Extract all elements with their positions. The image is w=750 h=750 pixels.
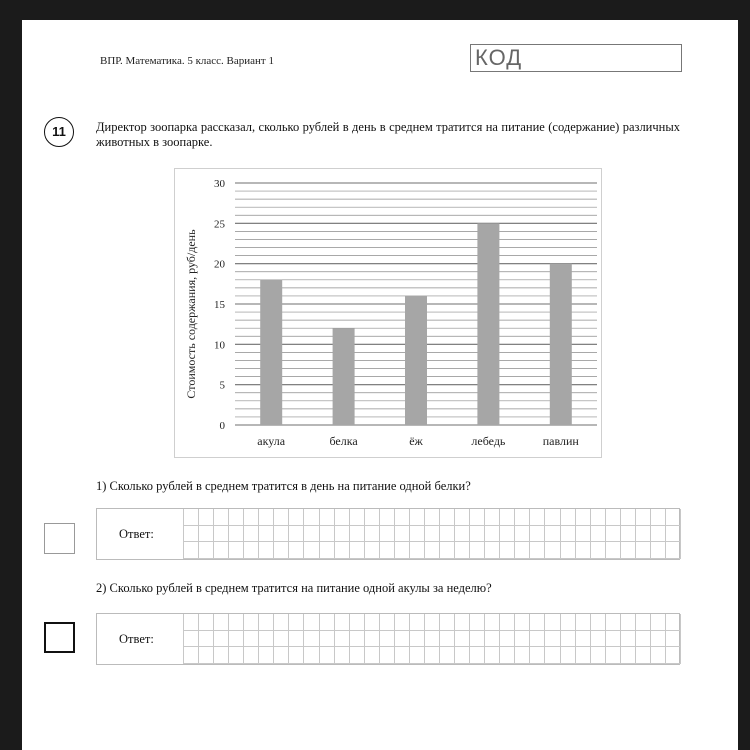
answer-cell[interactable] bbox=[470, 542, 485, 559]
answer-cell[interactable] bbox=[365, 647, 380, 664]
answer-cell[interactable] bbox=[440, 631, 455, 648]
answer-cell[interactable] bbox=[350, 509, 365, 526]
answer-cell[interactable] bbox=[561, 542, 576, 559]
answer-cell[interactable] bbox=[410, 647, 425, 664]
answer-cell[interactable] bbox=[485, 614, 500, 631]
answer-cell[interactable] bbox=[651, 526, 666, 543]
answer-cell[interactable] bbox=[561, 509, 576, 526]
y-tick-label: 30 bbox=[214, 178, 225, 190]
answer-cell[interactable] bbox=[320, 509, 335, 526]
answer-cell[interactable] bbox=[485, 526, 500, 543]
answer-cell[interactable] bbox=[636, 631, 651, 648]
answer-cell[interactable] bbox=[530, 631, 545, 648]
y-axis-label: Стоимость содержания, руб/день bbox=[184, 229, 198, 399]
answer-cell[interactable] bbox=[666, 631, 681, 648]
answer-cell[interactable] bbox=[214, 631, 229, 648]
answer-cell[interactable] bbox=[320, 647, 335, 664]
answer-cell[interactable] bbox=[440, 542, 455, 559]
answer-cell[interactable] bbox=[304, 509, 319, 526]
answer-cell[interactable] bbox=[410, 542, 425, 559]
bar-лебедь bbox=[477, 223, 499, 425]
answer-cell[interactable] bbox=[365, 509, 380, 526]
answer-cell[interactable] bbox=[545, 526, 560, 543]
answer-cell[interactable] bbox=[274, 647, 289, 664]
answer-cell[interactable] bbox=[320, 614, 335, 631]
answer-cell[interactable] bbox=[229, 526, 244, 543]
answer-cell[interactable] bbox=[621, 614, 636, 631]
answer-cell[interactable] bbox=[425, 614, 440, 631]
answer-cell[interactable] bbox=[636, 509, 651, 526]
chart-x-ticks bbox=[257, 434, 579, 448]
answer-cell[interactable] bbox=[576, 509, 591, 526]
answer-cell[interactable] bbox=[214, 542, 229, 559]
answer-cell[interactable] bbox=[636, 526, 651, 543]
answer-cell[interactable] bbox=[606, 526, 621, 543]
answer-cell[interactable] bbox=[530, 614, 545, 631]
answer-cell[interactable] bbox=[530, 647, 545, 664]
answer-cell[interactable] bbox=[380, 614, 395, 631]
answer-cell[interactable] bbox=[425, 631, 440, 648]
answer-cell[interactable] bbox=[304, 542, 319, 559]
answer-cell[interactable] bbox=[199, 631, 214, 648]
y-tick-label: 5 bbox=[219, 379, 225, 392]
answer-cell[interactable] bbox=[651, 631, 666, 648]
answer-cell[interactable] bbox=[380, 526, 395, 543]
answer-cell[interactable] bbox=[274, 509, 289, 526]
answer-cell[interactable] bbox=[259, 542, 274, 559]
answer-cell[interactable] bbox=[244, 647, 259, 664]
answer-cell[interactable] bbox=[335, 526, 350, 543]
answer-cell[interactable] bbox=[259, 526, 274, 543]
answer-cell[interactable] bbox=[410, 631, 425, 648]
answer-cell[interactable] bbox=[184, 631, 199, 648]
answer-cell[interactable] bbox=[395, 509, 410, 526]
answer-cell[interactable] bbox=[395, 614, 410, 631]
answer-cell[interactable] bbox=[335, 509, 350, 526]
bar-белка bbox=[333, 328, 355, 425]
answer-cell[interactable] bbox=[666, 526, 681, 543]
answer-cell[interactable] bbox=[576, 526, 591, 543]
answer-cell[interactable] bbox=[636, 542, 651, 559]
answer-cell[interactable] bbox=[365, 631, 380, 648]
answer-cell[interactable] bbox=[485, 647, 500, 664]
y-tick-label: 0 bbox=[219, 420, 225, 432]
answer-cell[interactable] bbox=[289, 647, 304, 664]
answer-cell[interactable] bbox=[440, 614, 455, 631]
answer-cell[interactable] bbox=[666, 509, 681, 526]
answer-cell[interactable] bbox=[320, 542, 335, 559]
answer-cell[interactable] bbox=[591, 631, 606, 648]
answer-cell[interactable] bbox=[320, 526, 335, 543]
answer-cell[interactable] bbox=[606, 647, 621, 664]
bar-ёж bbox=[405, 296, 427, 425]
answer-cell[interactable] bbox=[184, 526, 199, 543]
question-2: 2) Сколько рублей в среднем тратится на питание одной акулы за неделю? bbox=[96, 581, 492, 595]
answer-cell[interactable] bbox=[545, 509, 560, 526]
answer-cell[interactable] bbox=[304, 526, 319, 543]
answer-cell[interactable] bbox=[591, 526, 606, 543]
answer-cell[interactable] bbox=[606, 614, 621, 631]
answer-cell[interactable] bbox=[274, 614, 289, 631]
answer-cell[interactable] bbox=[244, 614, 259, 631]
answer-cell[interactable] bbox=[380, 631, 395, 648]
answer-cell[interactable] bbox=[289, 526, 304, 543]
x-tick-label: ёж bbox=[409, 434, 423, 448]
bar-павлин bbox=[550, 264, 572, 425]
answer-cell[interactable] bbox=[184, 647, 199, 664]
answer-cell[interactable] bbox=[440, 647, 455, 664]
answer-cell[interactable] bbox=[606, 631, 621, 648]
answer-cell[interactable] bbox=[515, 647, 530, 664]
answer-cell[interactable] bbox=[199, 509, 214, 526]
answer-cell[interactable] bbox=[561, 614, 576, 631]
answer-cell[interactable] bbox=[621, 526, 636, 543]
answer-cell[interactable] bbox=[621, 542, 636, 559]
answer-cell[interactable] bbox=[350, 526, 365, 543]
answer-cell[interactable] bbox=[500, 631, 515, 648]
header-title: ВПР. Математика. 5 класс. Вариант 1 bbox=[100, 55, 274, 67]
answer-cell[interactable] bbox=[199, 526, 214, 543]
answer-cell[interactable] bbox=[259, 509, 274, 526]
answer-cell[interactable] bbox=[515, 631, 530, 648]
answer-cell[interactable] bbox=[289, 509, 304, 526]
answer-grid-1[interactable] bbox=[183, 509, 681, 559]
answer-cell[interactable] bbox=[561, 647, 576, 664]
answer-cell[interactable] bbox=[591, 614, 606, 631]
answer-cell[interactable] bbox=[576, 647, 591, 664]
code-input-box[interactable] bbox=[470, 44, 682, 72]
answer-cell[interactable] bbox=[184, 542, 199, 559]
answer-cell[interactable] bbox=[259, 631, 274, 648]
x-tick-label: акула bbox=[257, 434, 286, 448]
bar-chart-svg bbox=[175, 169, 601, 457]
answer-cell[interactable] bbox=[515, 509, 530, 526]
answer-cell[interactable] bbox=[304, 647, 319, 664]
answer-cell[interactable] bbox=[666, 614, 681, 631]
bar-акула bbox=[260, 280, 282, 425]
answer-cell[interactable] bbox=[470, 526, 485, 543]
answer-cell[interactable] bbox=[561, 631, 576, 648]
answer-cell[interactable] bbox=[410, 526, 425, 543]
answer-cell[interactable] bbox=[259, 614, 274, 631]
worksheet-page bbox=[22, 20, 738, 750]
answer-cell[interactable] bbox=[425, 526, 440, 543]
answer-box-1 bbox=[96, 508, 680, 560]
answer-cell[interactable] bbox=[606, 542, 621, 559]
answer-label-1: Ответ: bbox=[119, 527, 154, 541]
answer-cell[interactable] bbox=[274, 542, 289, 559]
code-label: КОД bbox=[475, 45, 523, 70]
answer-cell[interactable] bbox=[636, 647, 651, 664]
answer-cell[interactable] bbox=[244, 526, 259, 543]
answer-cell[interactable] bbox=[289, 631, 304, 648]
answer-cell[interactable] bbox=[350, 542, 365, 559]
answer-cell[interactable] bbox=[289, 614, 304, 631]
answer-cell[interactable] bbox=[500, 542, 515, 559]
answer-cell[interactable] bbox=[500, 509, 515, 526]
answer-cell[interactable] bbox=[636, 614, 651, 631]
answer-cell[interactable] bbox=[229, 542, 244, 559]
x-tick-label: белка bbox=[329, 434, 358, 448]
answer-cell[interactable] bbox=[530, 509, 545, 526]
y-tick-label: 10 bbox=[214, 339, 225, 352]
answer-cell[interactable] bbox=[214, 614, 229, 631]
answer-cell[interactable] bbox=[455, 647, 470, 664]
answer-cell[interactable] bbox=[335, 647, 350, 664]
answer-box-2 bbox=[96, 613, 680, 665]
answer-cell[interactable] bbox=[274, 526, 289, 543]
answer-cell[interactable] bbox=[621, 631, 636, 648]
answer-cell[interactable] bbox=[651, 647, 666, 664]
answer-cell[interactable] bbox=[440, 526, 455, 543]
answer-cell[interactable] bbox=[320, 631, 335, 648]
answer-cell[interactable] bbox=[335, 542, 350, 559]
answer-cell[interactable] bbox=[244, 631, 259, 648]
answer-cell[interactable] bbox=[274, 631, 289, 648]
answer-cell[interactable] bbox=[576, 614, 591, 631]
answer-cell[interactable] bbox=[199, 614, 214, 631]
score-box-1[interactable] bbox=[44, 523, 75, 554]
answer-cell[interactable] bbox=[259, 647, 274, 664]
question-1: 1) Сколько рублей в среднем тратится в день на питание одной белки? bbox=[96, 479, 471, 493]
answer-cell[interactable] bbox=[350, 631, 365, 648]
chart-bars bbox=[260, 223, 572, 425]
answer-cell[interactable] bbox=[395, 542, 410, 559]
answer-cell[interactable] bbox=[591, 542, 606, 559]
answer-cell[interactable] bbox=[289, 542, 304, 559]
answer-cell[interactable] bbox=[304, 614, 319, 631]
chart-y-ticks bbox=[214, 178, 226, 432]
answer-label-2: Ответ: bbox=[119, 632, 154, 646]
answer-cell[interactable] bbox=[199, 647, 214, 664]
answer-cell[interactable] bbox=[350, 647, 365, 664]
answer-cell[interactable] bbox=[395, 647, 410, 664]
answer-cell[interactable] bbox=[606, 509, 621, 526]
answer-cell[interactable] bbox=[365, 614, 380, 631]
answer-cell[interactable] bbox=[380, 647, 395, 664]
answer-cell[interactable] bbox=[545, 631, 560, 648]
answer-cell[interactable] bbox=[591, 647, 606, 664]
x-tick-label: лебедь bbox=[471, 434, 506, 448]
answer-cell[interactable] bbox=[425, 542, 440, 559]
x-tick-label: павлин bbox=[542, 434, 579, 448]
answer-cell[interactable] bbox=[229, 631, 244, 648]
answer-cell[interactable] bbox=[455, 542, 470, 559]
answer-cell[interactable] bbox=[470, 647, 485, 664]
answer-cell[interactable] bbox=[651, 542, 666, 559]
answer-cell[interactable] bbox=[530, 542, 545, 559]
y-tick-label: 25 bbox=[214, 218, 225, 231]
answer-cell[interactable] bbox=[455, 631, 470, 648]
task-number-badge: 11 bbox=[44, 117, 74, 147]
answer-cell[interactable] bbox=[470, 614, 485, 631]
answer-cell[interactable] bbox=[395, 526, 410, 543]
answer-grid-2[interactable] bbox=[183, 614, 681, 664]
answer-cell[interactable] bbox=[485, 631, 500, 648]
answer-cell[interactable] bbox=[395, 631, 410, 648]
answer-cell[interactable] bbox=[515, 526, 530, 543]
answer-cell[interactable] bbox=[455, 526, 470, 543]
answer-cell[interactable] bbox=[621, 647, 636, 664]
answer-cell[interactable] bbox=[214, 647, 229, 664]
answer-cell[interactable] bbox=[184, 509, 199, 526]
answer-cell[interactable] bbox=[410, 509, 425, 526]
answer-cell[interactable] bbox=[229, 509, 244, 526]
answer-cell[interactable] bbox=[515, 614, 530, 631]
answer-cell[interactable] bbox=[485, 542, 500, 559]
answer-cell[interactable] bbox=[530, 526, 545, 543]
answer-cell[interactable] bbox=[545, 614, 560, 631]
answer-cell[interactable] bbox=[545, 647, 560, 664]
answer-cell[interactable] bbox=[651, 509, 666, 526]
y-tick-label: 15 bbox=[214, 299, 225, 311]
answer-cell[interactable] bbox=[455, 614, 470, 631]
answer-cell[interactable] bbox=[244, 542, 259, 559]
answer-cell[interactable] bbox=[229, 614, 244, 631]
answer-cell[interactable] bbox=[651, 614, 666, 631]
answer-cell[interactable] bbox=[591, 509, 606, 526]
answer-cell[interactable] bbox=[500, 647, 515, 664]
answer-cell[interactable] bbox=[440, 509, 455, 526]
answer-cell[interactable] bbox=[425, 509, 440, 526]
answer-cell[interactable] bbox=[350, 614, 365, 631]
answer-cell[interactable] bbox=[335, 614, 350, 631]
answer-cell[interactable] bbox=[515, 542, 530, 559]
answer-cell[interactable] bbox=[470, 509, 485, 526]
answer-cell[interactable] bbox=[365, 526, 380, 543]
answer-cell[interactable] bbox=[576, 542, 591, 559]
answer-cell[interactable] bbox=[500, 614, 515, 631]
answer-cell[interactable] bbox=[214, 509, 229, 526]
answer-cell[interactable] bbox=[621, 509, 636, 526]
answer-cell[interactable] bbox=[576, 631, 591, 648]
answer-cell[interactable] bbox=[365, 542, 380, 559]
task-description: Директор зоопарка рассказал, сколько рублей в день в среднем тратится на питание (содержание) различных животных в зоопарке. bbox=[96, 120, 680, 149]
answer-cell[interactable] bbox=[485, 509, 500, 526]
answer-cell[interactable] bbox=[545, 542, 560, 559]
answer-cell[interactable] bbox=[410, 614, 425, 631]
score-box-2[interactable] bbox=[44, 622, 75, 653]
answer-cell[interactable] bbox=[199, 542, 214, 559]
answer-cell[interactable] bbox=[214, 526, 229, 543]
answer-cell[interactable] bbox=[244, 509, 259, 526]
answer-cell[interactable] bbox=[304, 631, 319, 648]
answer-cell[interactable] bbox=[470, 631, 485, 648]
answer-cell[interactable] bbox=[500, 526, 515, 543]
answer-cell[interactable] bbox=[335, 631, 350, 648]
y-tick-label: 20 bbox=[214, 258, 225, 271]
answer-cell[interactable] bbox=[380, 542, 395, 559]
answer-cell[interactable] bbox=[184, 614, 199, 631]
answer-cell[interactable] bbox=[666, 647, 681, 664]
answer-cell[interactable] bbox=[666, 542, 681, 559]
answer-cell[interactable] bbox=[380, 509, 395, 526]
bar-chart bbox=[174, 168, 602, 458]
answer-cell[interactable] bbox=[455, 509, 470, 526]
answer-cell[interactable] bbox=[561, 526, 576, 543]
answer-cell[interactable] bbox=[425, 647, 440, 664]
answer-cell[interactable] bbox=[229, 647, 244, 664]
